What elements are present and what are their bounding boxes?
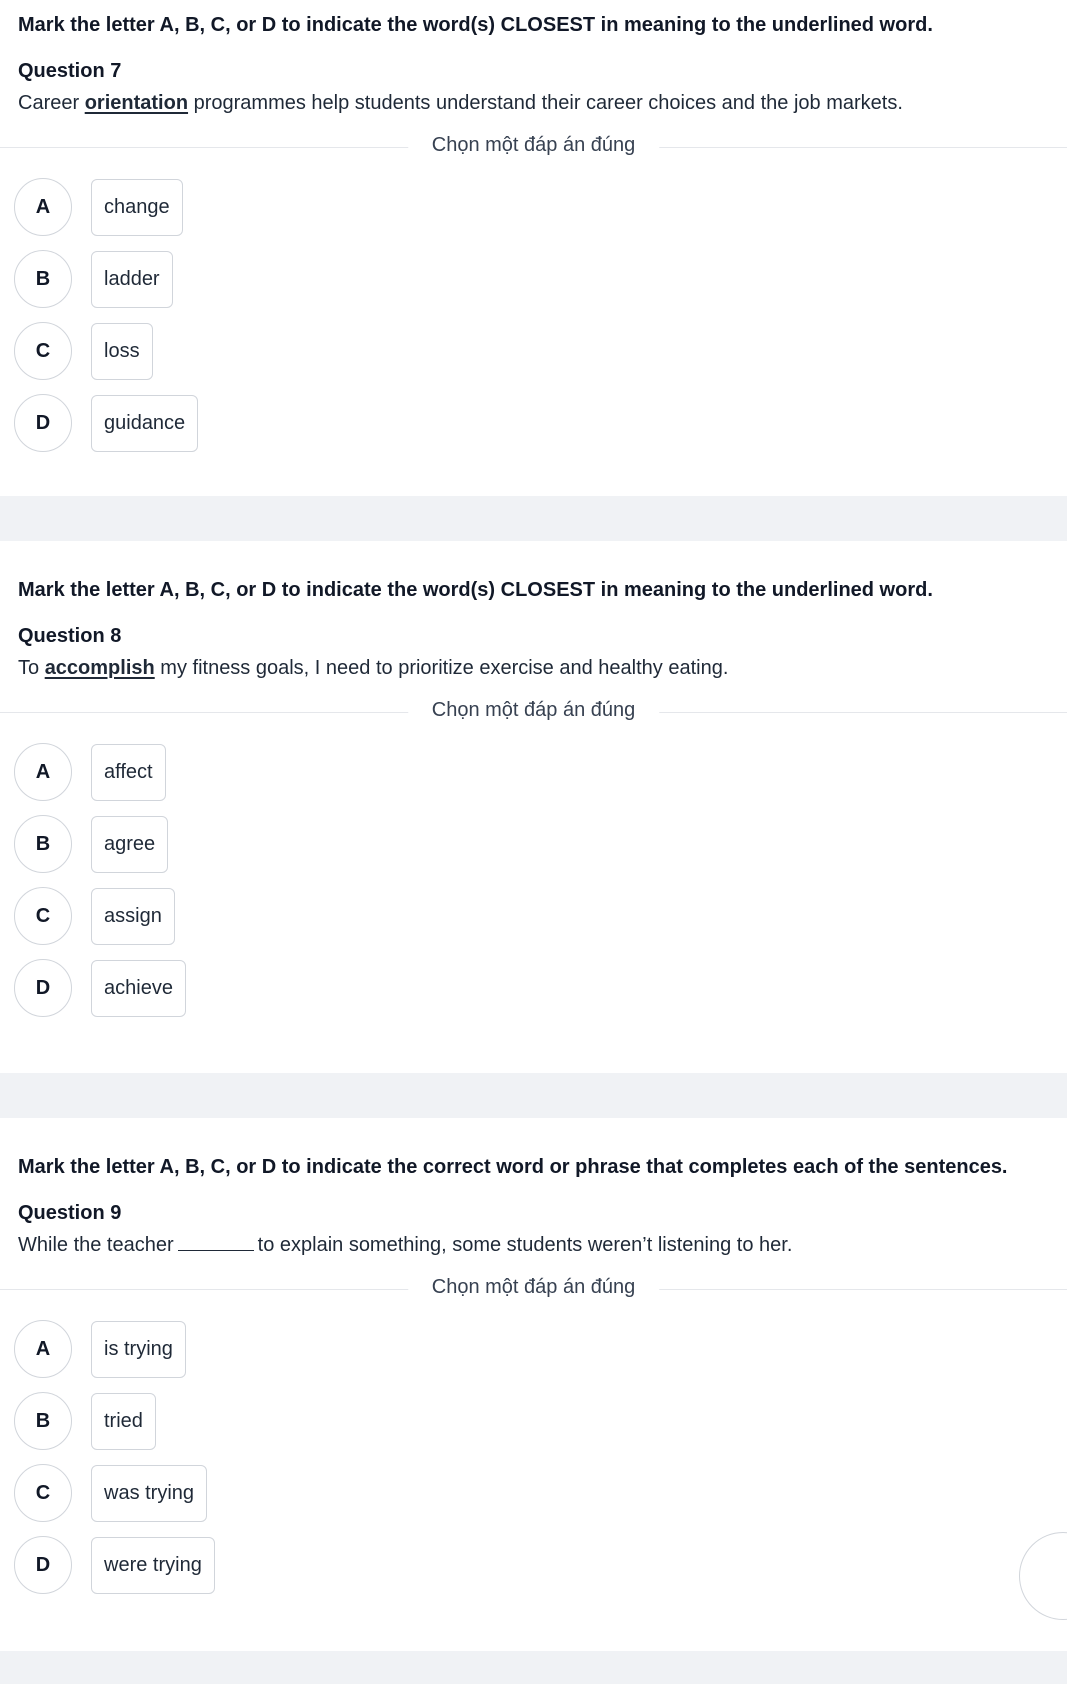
answer-option-c[interactable] (18, 1464, 1049, 1522)
answer-option-b[interactable] (18, 250, 1049, 308)
question-block-9 (0, 1118, 1067, 1651)
question-text (18, 655, 1049, 681)
underlined-word: orientation (84, 92, 189, 114)
option-text[interactable]: agree (91, 816, 168, 873)
question-separator (0, 496, 1067, 541)
answer-option-c[interactable] (18, 322, 1049, 380)
option-letter[interactable]: A (14, 178, 72, 236)
question-text (18, 90, 1049, 116)
answer-option-a[interactable] (18, 178, 1049, 236)
question-separator (0, 1651, 1067, 1684)
answer-option-d[interactable] (18, 1536, 1049, 1594)
question-text-before: To (18, 657, 45, 679)
answer-blank (178, 1233, 254, 1251)
option-text[interactable]: was trying (91, 1465, 207, 1522)
question-label: Question 7 (18, 60, 122, 82)
answer-divider (0, 697, 1067, 727)
option-text[interactable]: ladder (91, 251, 173, 308)
option-letter[interactable]: A (14, 1320, 72, 1378)
option-letter[interactable]: C (14, 322, 72, 380)
answer-option-c[interactable] (18, 887, 1049, 945)
question-label: Question 9 (18, 1202, 122, 1224)
option-letter[interactable]: D (14, 959, 72, 1017)
question-text-before: While the teacher (18, 1234, 174, 1256)
option-letter[interactable]: C (14, 1464, 72, 1522)
choose-one-label: Chọn một đáp án đúng (408, 134, 660, 157)
answer-options (18, 743, 1049, 1017)
option-text[interactable]: assign (91, 888, 175, 945)
choose-one-label: Chọn một đáp án đúng (408, 699, 660, 722)
option-letter[interactable]: C (14, 887, 72, 945)
option-text[interactable]: tried (91, 1393, 156, 1450)
question-text-after: to explain something, some students weren’t listening to her. (257, 1234, 793, 1256)
option-letter[interactable]: B (14, 815, 72, 873)
answer-option-a[interactable] (18, 743, 1049, 801)
question-block-7 (0, 0, 1067, 496)
answer-option-a[interactable] (18, 1320, 1049, 1378)
option-letter[interactable]: B (14, 1392, 72, 1450)
question-block-8 (0, 541, 1067, 1073)
answer-option-d[interactable] (18, 394, 1049, 452)
option-text[interactable]: guidance (91, 395, 198, 452)
choose-one-label: Chọn một đáp án đúng (408, 1276, 660, 1299)
question-instruction: Mark the letter A, B, C, or D to indicate the correct word or phrase that completes each of the sentences. (18, 1156, 1008, 1178)
option-text[interactable]: affect (91, 744, 166, 801)
question-label: Question 8 (18, 625, 122, 647)
underlined-word: accomplish (44, 657, 155, 679)
option-text[interactable]: is trying (91, 1321, 186, 1378)
answer-options (18, 178, 1049, 452)
question-instruction: Mark the letter A, B, C, or D to indicate the word(s) CLOSEST in meaning to the underlined word. (18, 579, 933, 601)
question-instruction: Mark the letter A, B, C, or D to indicate the word(s) CLOSEST in meaning to the underlined word. (18, 14, 933, 36)
option-text[interactable]: were trying (91, 1537, 215, 1594)
option-text[interactable]: change (91, 179, 183, 236)
question-text-after: my fitness goals, I need to prioritize exercise and healthy eating. (154, 657, 729, 679)
option-text[interactable]: loss (91, 323, 153, 380)
option-letter[interactable]: D (14, 394, 72, 452)
question-text-before: Career (18, 92, 85, 114)
option-text[interactable]: achieve (91, 960, 186, 1017)
option-letter[interactable]: B (14, 250, 72, 308)
option-letter[interactable]: A (14, 743, 72, 801)
question-text (18, 1232, 1049, 1258)
answer-options (18, 1320, 1049, 1594)
answer-divider (0, 132, 1067, 162)
answer-option-b[interactable] (18, 815, 1049, 873)
option-letter[interactable]: D (14, 1536, 72, 1594)
question-separator (0, 1073, 1067, 1118)
answer-option-d[interactable] (18, 959, 1049, 1017)
question-text-after: programmes help students understand their career choices and the job markets. (188, 92, 903, 114)
answer-option-b[interactable] (18, 1392, 1049, 1450)
answer-divider (0, 1274, 1067, 1304)
